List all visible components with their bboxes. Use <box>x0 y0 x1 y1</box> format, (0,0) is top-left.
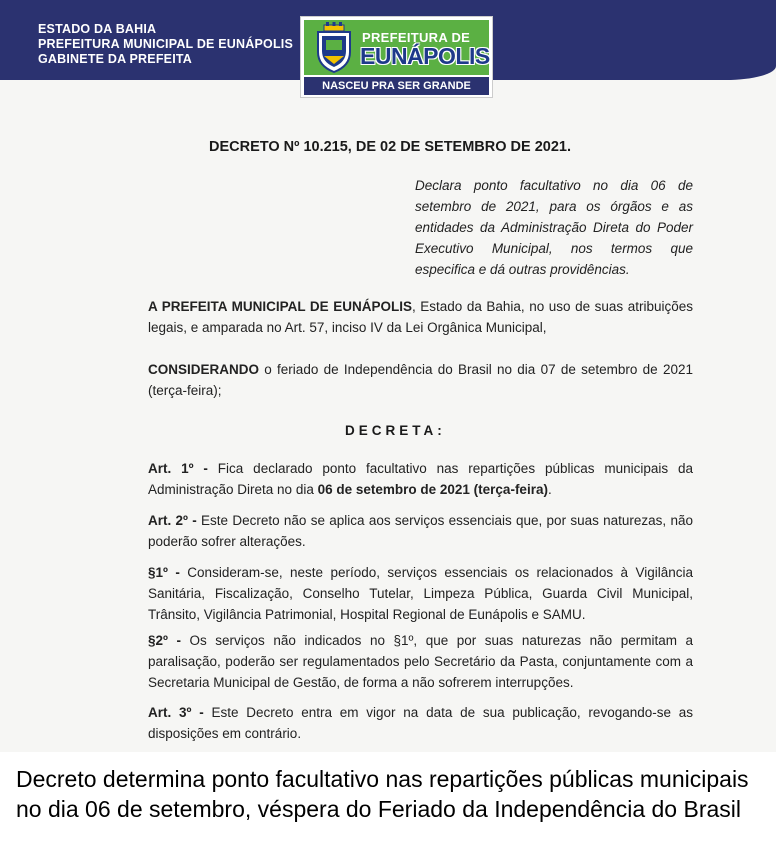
paragraph-1-label: §1º - <box>148 565 180 580</box>
considerando-paragraph <box>104 359 693 401</box>
coat-of-arms-icon <box>312 22 356 74</box>
logo-prefeitura-text: PREFEITURA DE <box>362 30 471 45</box>
considerando-text: o feriado de Independência do Brasil no dia 07 de setembro de 2021 (terça-feira); <box>148 362 693 398</box>
header-line-gabinete: GABINETE DA PREFEITA <box>38 52 193 66</box>
decree-ementa: Declara ponto facultativo no dia 06 de setembro de 2021, para os órgãos e as entidades da Administração Direta do Poder Executivo Municipal, nos termos que especifica e dá outras providências. <box>415 178 693 277</box>
decreta-heading: DECRETA: <box>345 423 446 438</box>
logo-green-panel <box>304 20 489 75</box>
article-3-label: Art. 3º - <box>148 705 204 720</box>
article-1-date: 06 de setembro de 2021 (terça-feira) <box>317 482 548 497</box>
preamble-bold: A PREFEITA MUNICIPAL DE EUNÁPOLIS <box>148 299 412 314</box>
paragraph-1-text: Consideram-se, neste período, serviços essenciais os relacionados à Vigilância Sanitária, Fiscalização, Conselho Tutelar, Limpeza Pública, Guarda Civil Municipal, Trânsito, Vigilância Patrimonial, Hospital Regional de Eunápolis e SAMU. <box>148 565 693 622</box>
preamble-paragraph <box>104 296 693 338</box>
article-1-end: . <box>547 482 552 497</box>
considerando-bold: CONSIDERANDO <box>148 362 260 377</box>
header-text <box>38 22 293 67</box>
article-2 <box>104 510 693 552</box>
paragraph-2-label: §2º - <box>148 633 181 648</box>
paragraph-2-text: Os serviços não indicados no §1º, que por suas naturezas não permitam a paralisação, poderão ser regulamentados pelo Secretário da Pasta, conjuntamente com a Secretaria Municipal de Gestão, de forma a não sofrerem interrupções. <box>148 633 693 690</box>
logo-city-text: EUNÁPOLIS <box>360 43 490 69</box>
paragraph-1 <box>104 562 693 625</box>
logo-slogan: NASCEU PRA SER GRANDE <box>304 77 489 95</box>
preamble-text: , Estado da Bahia, no uso de suas atribuições legais, e amparada no Art. 57, inciso IV da Lei Orgânica Municipal, <box>148 299 693 335</box>
paragraph-2 <box>104 630 693 693</box>
news-caption: Decreto determina ponto facultativo nas repartições públicas municipais no dia 06 de setembro, véspera do Feriado da Independência do Brasil <box>16 766 749 822</box>
article-3-text: Este Decreto entra em vigor na data de sua publicação, revogando-se as disposições em contrário. <box>148 705 694 741</box>
article-2-label: Art. 2º - <box>148 513 197 528</box>
article-1-text: Fica declarado ponto facultativo nas repartições públicas municipais da Administração Direta no dia <box>148 461 694 497</box>
article-2-text: Este Decreto não se aplica aos serviços essenciais que, por suas naturezas, não poderão sofrer alterações. <box>148 513 693 549</box>
article-1-label: Art. 1º - <box>148 461 208 476</box>
article-3 <box>104 702 693 744</box>
header-line-state: ESTADO DA BAHIA <box>38 22 157 36</box>
header-line-prefeitura: PREFEITURA MUNICIPAL DE EUNÁPOLIS <box>38 37 293 51</box>
article-1 <box>104 458 693 500</box>
prefeitura-logo <box>300 16 493 98</box>
decree-title: DECRETO Nº 10.215, DE 02 DE SETEMBRO DE 2021. <box>209 139 572 155</box>
